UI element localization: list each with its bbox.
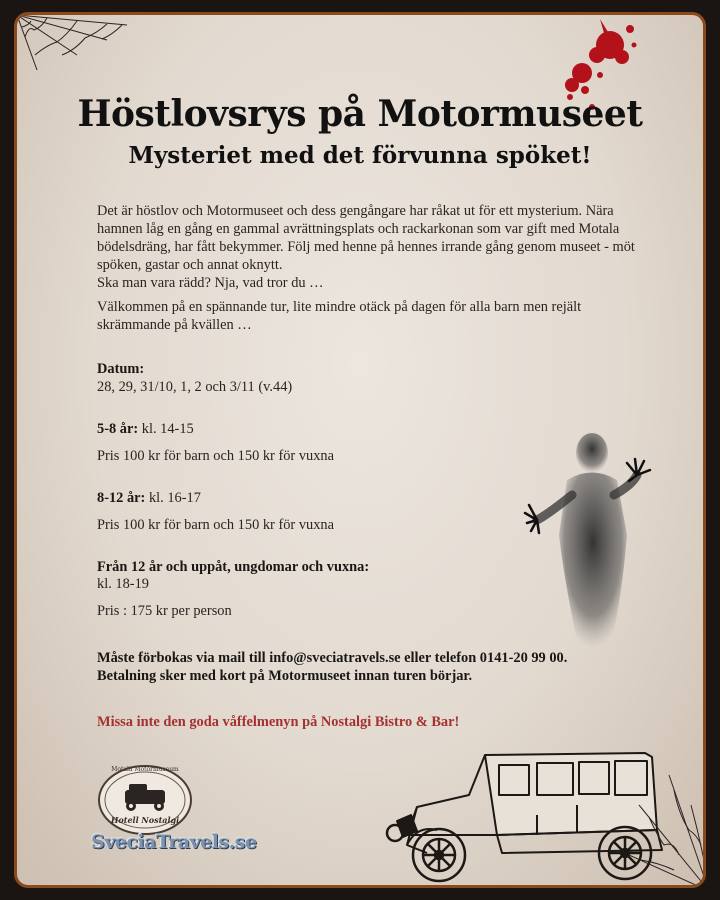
session-3-price: Pris : 175 kr per person [97, 603, 232, 619]
promo-text: Missa inte den goda våffelmenyn på Nostalgi Bistro & Bar! [97, 714, 460, 730]
session-1-price: Pris 100 kr för barn och 150 kr för vuxna [97, 448, 334, 464]
session-2-time: kl. 16-17 [145, 490, 201, 506]
session-3-time: kl. 18-19 [97, 576, 149, 592]
intro-text: Det är höstlov och Motormuseet och dess gengångare har råkat ut för ett mysterium. Nära hamnen låg en gång en gammal avrättningsplats och rackarkonan som var gift med Motala bödelsdräng, har fått bekymmer. Följ med henne på hennes irrande gång genom museet - möt spöken, gastar och annat oknytt. [97, 203, 635, 273]
question-text: Ska man vara rädd? Nja, vad tror du … [97, 275, 324, 291]
payment-text: Betalning sker med kort på Motormuseet innan turen börjar. [97, 668, 473, 684]
session-3-label: Från 12 år och uppåt, ungdomar och vuxna: [97, 559, 370, 575]
welcome-text: Välkommen på en spännande tur, lite mindre otäck på dagen för alla barn men rejält skrämmande på kvällen … [97, 299, 582, 333]
page-title: Höstlovsrys på Motormuseet [77, 93, 643, 135]
session-1-time: kl. 14-15 [138, 421, 194, 437]
booking-text: Måste förbokas via mail till info@sveciatravels.se eller telefon 0141-20 99 00. [97, 650, 568, 666]
badge-bottom-text: Hotell Nostalgi [110, 815, 180, 825]
dates-label: Datum: [97, 361, 145, 377]
dates-value: 28, 29, 31/10, 1, 2 och 3/11 (v.44) [97, 379, 293, 395]
session-1-label: 5-8 år: [97, 421, 139, 437]
cobweb-bottom-right-icon [629, 745, 706, 888]
badge-top-text: Motala Motormuseum [111, 766, 179, 773]
page-subtitle: Mysteriet med det förvunna spöket! [128, 142, 592, 169]
session-2-label: 8-12 år: [97, 490, 146, 506]
brand-logo: SveciaTravels.se [91, 831, 257, 853]
poster [14, 12, 706, 888]
ghost-figure-icon [517, 425, 667, 665]
cobweb-top-left-icon [17, 15, 137, 75]
session-2-price: Pris 100 kr för barn och 150 kr för vuxna [97, 517, 334, 533]
